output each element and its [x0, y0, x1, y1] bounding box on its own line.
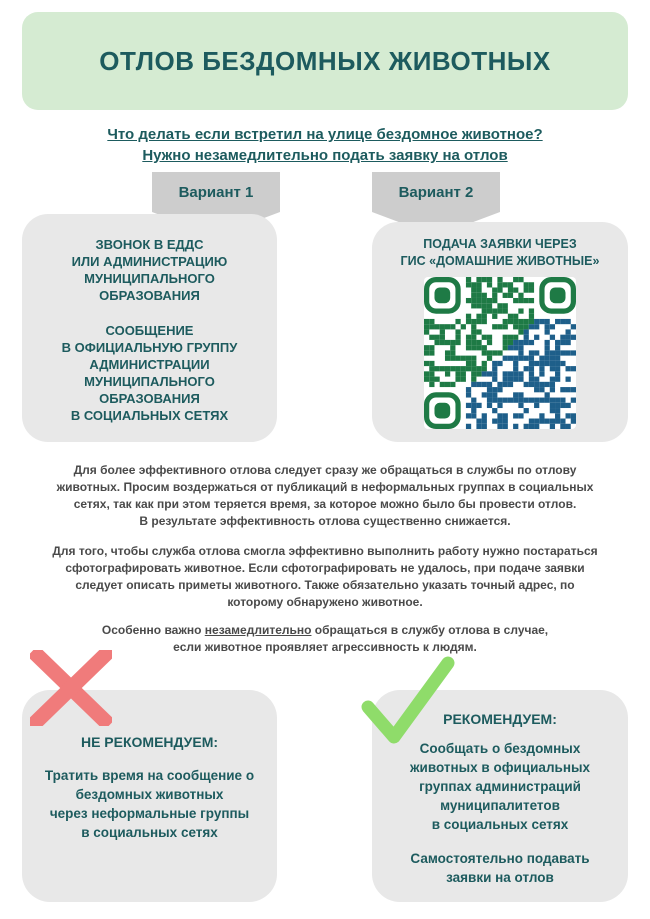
page-title: ОТЛОВ БЕЗДОМНЫХ ЖИВОТНЫХ [99, 45, 551, 76]
qr-code[interactable] [424, 277, 576, 429]
variant1-item1 [22, 236, 277, 304]
rec-line: муниципалитетов [440, 798, 560, 813]
v1-item2-line: СООБЩЕНИЕ [105, 323, 194, 338]
para3-line [30, 622, 620, 639]
para2-line: следует описать приметы животного. Также обязательно указать точный адрес, по [75, 578, 575, 592]
para1-line: животных. Просим воздержаться от публикаций в неформальных группах в социальных [56, 480, 594, 494]
recommended-heading: РЕКОМЕНДУЕМ: [443, 711, 557, 727]
v1-item1-line: ЗВОНОК В ЕДДС [95, 237, 204, 252]
recommended-text-1 [372, 739, 628, 834]
para3-line: если животное проявляет агрессивность к людям. [173, 640, 477, 654]
not-recommended-heading: НЕ РЕКОМЕНДУЕМ: [80, 734, 219, 750]
rec-line: Самостоятельно подавать [410, 851, 590, 866]
v1-item2-line: В СОЦИАЛЬНЫХ СЕТЯХ [70, 408, 229, 423]
cross-icon [30, 650, 112, 726]
paragraph-3 [30, 622, 620, 656]
rec-line: группах администраций [419, 779, 581, 794]
para2-line: Для того, чтобы служба отлова смогла эффективно выполнить работу нужно постараться [52, 544, 598, 558]
para3-pre: Особенно важно [101, 623, 205, 637]
rec-line: заявки на отлов [446, 870, 554, 885]
para1-line: сетях, так как при этом теряется время, за которое можно было бы провести отлов. [73, 497, 577, 511]
v1-item2-line: МУНИЦИПАЛЬНОГО [84, 374, 215, 389]
nr-line: в социальных сетях [81, 825, 218, 840]
nr-line: Тратить время на сообщение о [44, 768, 255, 783]
title-banner [22, 12, 628, 110]
v1-item2-line: ОБРАЗОВАНИЯ [99, 391, 200, 406]
intro-instruction: Нужно незамедлительно подать заявку на отлов [142, 147, 508, 164]
paragraph-2 [30, 543, 620, 611]
v1-item1-line: ОБРАЗОВАНИЯ [99, 288, 200, 303]
variant1-card [22, 214, 277, 442]
rec-line: Сообщать о бездомных [419, 741, 581, 756]
variant2-text [372, 236, 628, 270]
para1-line: В результате эффективность отлова существенно снижается. [139, 514, 511, 528]
v1-item2-line: АДМИНИСТРАЦИИ [89, 357, 210, 372]
nr-line: бездомных животных [75, 787, 224, 802]
paragraph-1 [30, 462, 620, 530]
v2-line: ПОДАЧА ЗАЯВКИ ЧЕРЕЗ [423, 237, 577, 251]
nr-line: через неформальные группы [49, 806, 250, 821]
para2-line: сфотографировать животное. Если сфотографировать не удалось, при подаче заявки [65, 561, 585, 575]
variant1-label: Вариант 1 [152, 172, 280, 212]
v2-line: ГИС «ДОМАШНИЕ ЖИВОТНЫЕ» [400, 254, 600, 268]
variant1-item2 [22, 322, 277, 424]
para3-post: обращаться в службу отлова в случае, [311, 623, 549, 637]
intro [0, 124, 650, 166]
v1-item1-line: МУНИЦИПАЛЬНОГО [84, 271, 215, 286]
para1-line: Для более эффективного отлова следует сразу же обращаться в службы по отлову [73, 463, 577, 477]
recommended-text-2 [372, 849, 628, 887]
check-icon [360, 655, 455, 747]
v1-item2-line: В ОФИЦИАЛЬНУЮ ГРУППУ [61, 340, 238, 355]
rec-line: животных в официальных [409, 760, 591, 775]
intro-question: Что делать если встретил на улице бездомное животное? [107, 126, 543, 143]
para3-emphasis: незамедлительно [204, 623, 312, 637]
rec-line: в социальных сетях [431, 817, 569, 832]
qr-code-graphic [424, 277, 576, 429]
variant2-label: Вариант 2 [372, 172, 500, 212]
v1-item1-line: ИЛИ АДМИНИСТРАЦИЮ [71, 254, 228, 269]
not-recommended-text [22, 766, 277, 842]
para2-line: которому обнаружено животное. [227, 595, 423, 609]
